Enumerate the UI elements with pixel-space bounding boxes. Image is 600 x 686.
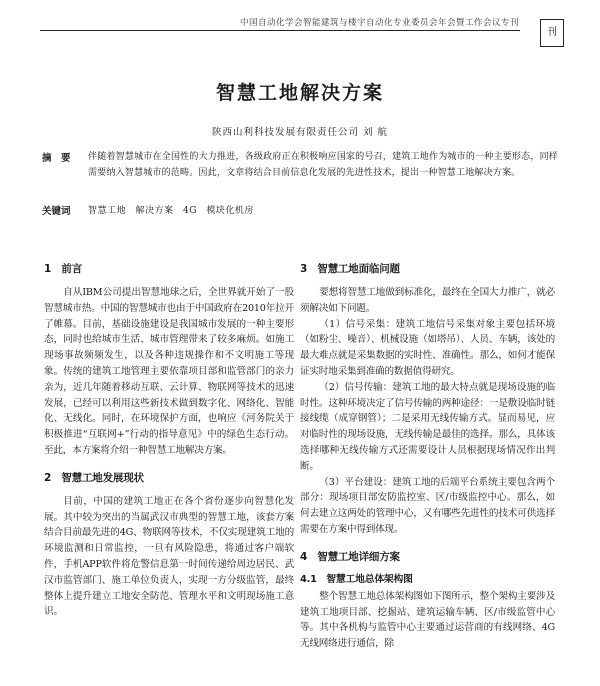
section-2-paragraph: 目前，中国的建筑工地正在各个省份逐步向智慧化发展。其中较为突出的当属武汉市典型的智慧工地，该套方案结合目前最先进的4G、物联网等技术，不仅实现建筑工地的环境监测和日常监控，一旦有风险隐患，将通过客户端软件，手机APP软件将危警信息第一时间传递给周边居民、武汉市监管部门、施工单位负责人，实现一方分级监管，最终整体上提升建立工地安全防范、管理水平和文明现场施工意识。 <box>44 495 294 618</box>
journal-badge: 刊 <box>540 19 564 47</box>
section-3-heading: 3 智慧工地面临问题 <box>300 263 400 275</box>
right-column <box>300 262 555 652</box>
header-rule <box>40 30 520 31</box>
left-column <box>44 262 294 620</box>
section-3-paragraph-1: 要想将智慧工地做到标准化，最终在全国大力推广，就必须解决如下问题。 <box>300 287 555 314</box>
section-2-heading: 2 智慧工地发展现状 <box>44 471 144 484</box>
section-1-heading: 1 前言 <box>44 263 83 275</box>
section-1-paragraph: 自从IBM公司提出智慧地球之后，全世界就开始了一股智慧城市热。中国的智慧城市也由于中国政府在2010年拉开了帷幕。目前，基础设施建设是我国城市发展的一种主要形态，同时也给城市生活、城市管理带来了较多麻烦。如施工现场事故频频发生，以及各种违规操作和不文明施工等现象。传统的建筑工地管理主要依靠项目部和监管部门的亲力亲为，近几年随着移动互联、云计算、物联网等技术的迅速发展，已经可以利用这些新技术做到数字化、网络化、智能化、无线化。同时，在环境保护方面，也响应《河务院关于积极推进“互联网+”行动的指导意见》中的绿色生态行动。至此，本方案将介绍一种智慧工地解决方案。 <box>44 287 294 456</box>
paper-title: 智慧工地解决方案 <box>215 82 384 104</box>
section-4-paragraph: 整个智慧工地总体架构图如下图所示，整个架构主要涉及建筑工地项目部、挖掘站、建筑运输车辆、区/市级监管中心等。其中各机构与监管中心主要通过运营商的有线网络、4G无线网络进行通信，除 <box>300 590 555 650</box>
section-4-heading: 4 智慧工地详细方案 <box>300 550 400 563</box>
keywords-text: 智慧工地 解决方案 4G 模块化机房 <box>88 206 254 216</box>
abstract-text: 伴随着智慧城市在全国性的大力推进，各级政府正在积极响应国家的号召，建筑工地作为城市的一种主要形态，同样需要纳入智慧城市的范畴。因此，文章将结合目前信息化发展的先进性技术，提出一种智慧工地解决方案。 <box>88 152 558 178</box>
abstract-label: 摘 要 <box>42 153 71 164</box>
author-line: 陕西山利科技发展有限责任公司 刘 航 <box>211 127 389 138</box>
section-3-paragraph-4: （3）平台建设：建筑工地的后端平台系统主要包含两个部分：现场项目部安防监控室、区/市级监控中心。那么，如何去建立这两处的管理中心，又有哪些先进性的技术可供选择需要在方案中得到体现。 <box>300 476 555 535</box>
section-3-paragraph-2: （1）信号采集：建筑工地信号采集对象主要包括环境（如粉尘、噪音）、机械设施（如塔吊）、人员、车辆，该处的最大难点就是采集数据的实时性、准确性。那么，如何才能保证实时地采集到准确的数据值得研究。 <box>300 318 555 377</box>
section-4-1-heading: 4.1 智慧工地总体架构图 <box>300 573 413 585</box>
keywords-label: 关键词 <box>42 206 71 217</box>
section-3-paragraph-3: （2）信号传输：建筑工地的最大特点就是现场设施的临时性。这种环境决定了信号传输的两种途径：一是敷设临时链接线缆（成穿钢管）；二是采用无线传输方式。显而易见，应对临时性的现场设施，无线传输是最佳的选择。那么，具体该选择哪种无线传输方式还需要设计人员根据现场情况作出判断。 <box>300 381 555 472</box>
running-header: 中国自动化学会智能建筑与楼宇自动化专业委员会年会暨工作会议专刊 <box>240 18 520 28</box>
